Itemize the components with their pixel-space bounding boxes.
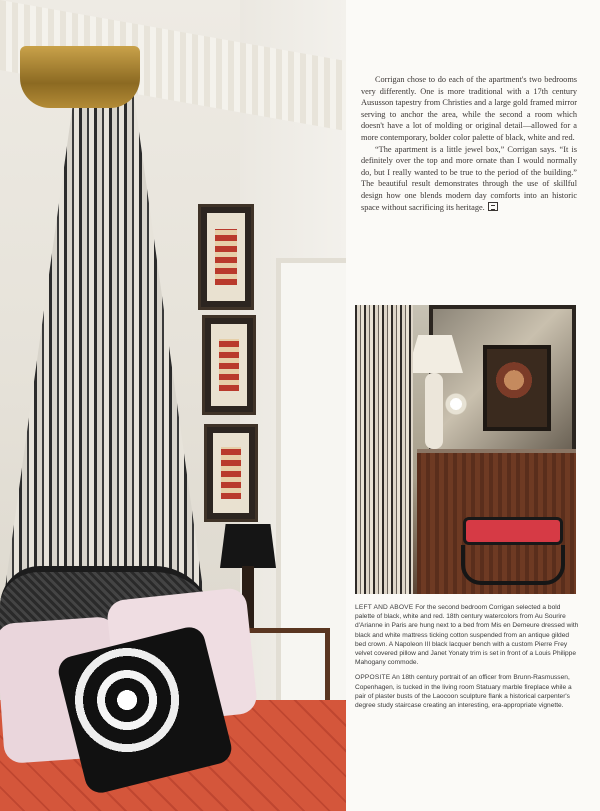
black-lamp-shade [220, 524, 276, 568]
caption-left-and-above [355, 603, 580, 667]
commode-photo [355, 305, 576, 594]
body-paragraph-text: “The apartment is a little jewel box,” Corrigan says. “It is definitely over the top and more ornate than I would normally do, but I really wanted to be true to the period of the building.” The beautiful result demonstrates through the use of skillful design how one blends modern day comforts into an historic space without sacrificing its heritage. [361, 144, 577, 212]
photo-captions [355, 603, 580, 716]
white-flowers [441, 391, 471, 417]
striped-bed-canopy [4, 96, 204, 596]
framed-watercolor [202, 315, 256, 415]
end-of-article-icon [488, 202, 498, 211]
ticking-curtain [355, 305, 413, 594]
gilded-bed-crown [20, 46, 140, 108]
caption-text: For the second bedroom Corrigan selected a bold palette of black, white and red. 18th century watercolors from Au Sourire d'Arianne in Paris are hung next to a bed from Mis en Demeure dressed with black and white mattress ticking cotton suspended from an antique gilded bed crown. A Napoleon III black lacquer bench with a custom Pierre Frey velvet covered pillow and Janet Yonaty trim is set in front of a Louis Philippe Mahogany commode. [355, 604, 579, 667]
caption-text: An 18th century portrait of an officer from Brunn-Rasmussen, Copenhagen, is tucked in the living room Statuary marble fireplace while a pair of plaster busts of the Laocoon sculpture flank a historical carpenter's degree study staircase creating an interesting, era-appropriate vignette. [355, 674, 572, 710]
caption-opposite [355, 673, 580, 710]
caption-lead: LEFT AND ABOVE [355, 604, 414, 611]
text-column [346, 0, 600, 811]
caption-lead: OPPOSITE [355, 674, 391, 682]
framed-watercolor [204, 424, 258, 522]
framed-watercolor [198, 204, 254, 310]
body-paragraph-last [361, 144, 577, 214]
bench-legs [461, 545, 565, 585]
article-body [361, 74, 577, 213]
body-paragraph: Corrigan chose to do each of the apartment's two bedrooms very differently. One is more traditional with a 17th century Aususson tapestry from Christies and a large gold framed mirror serving to anchor the area, while the second a room which doesn't have a lot of molding or original detail—allowed for a more contemporary, bolder color palette of black, white and red. [361, 75, 577, 142]
portrait-painting [483, 345, 551, 431]
red-velvet-bench [463, 517, 563, 545]
